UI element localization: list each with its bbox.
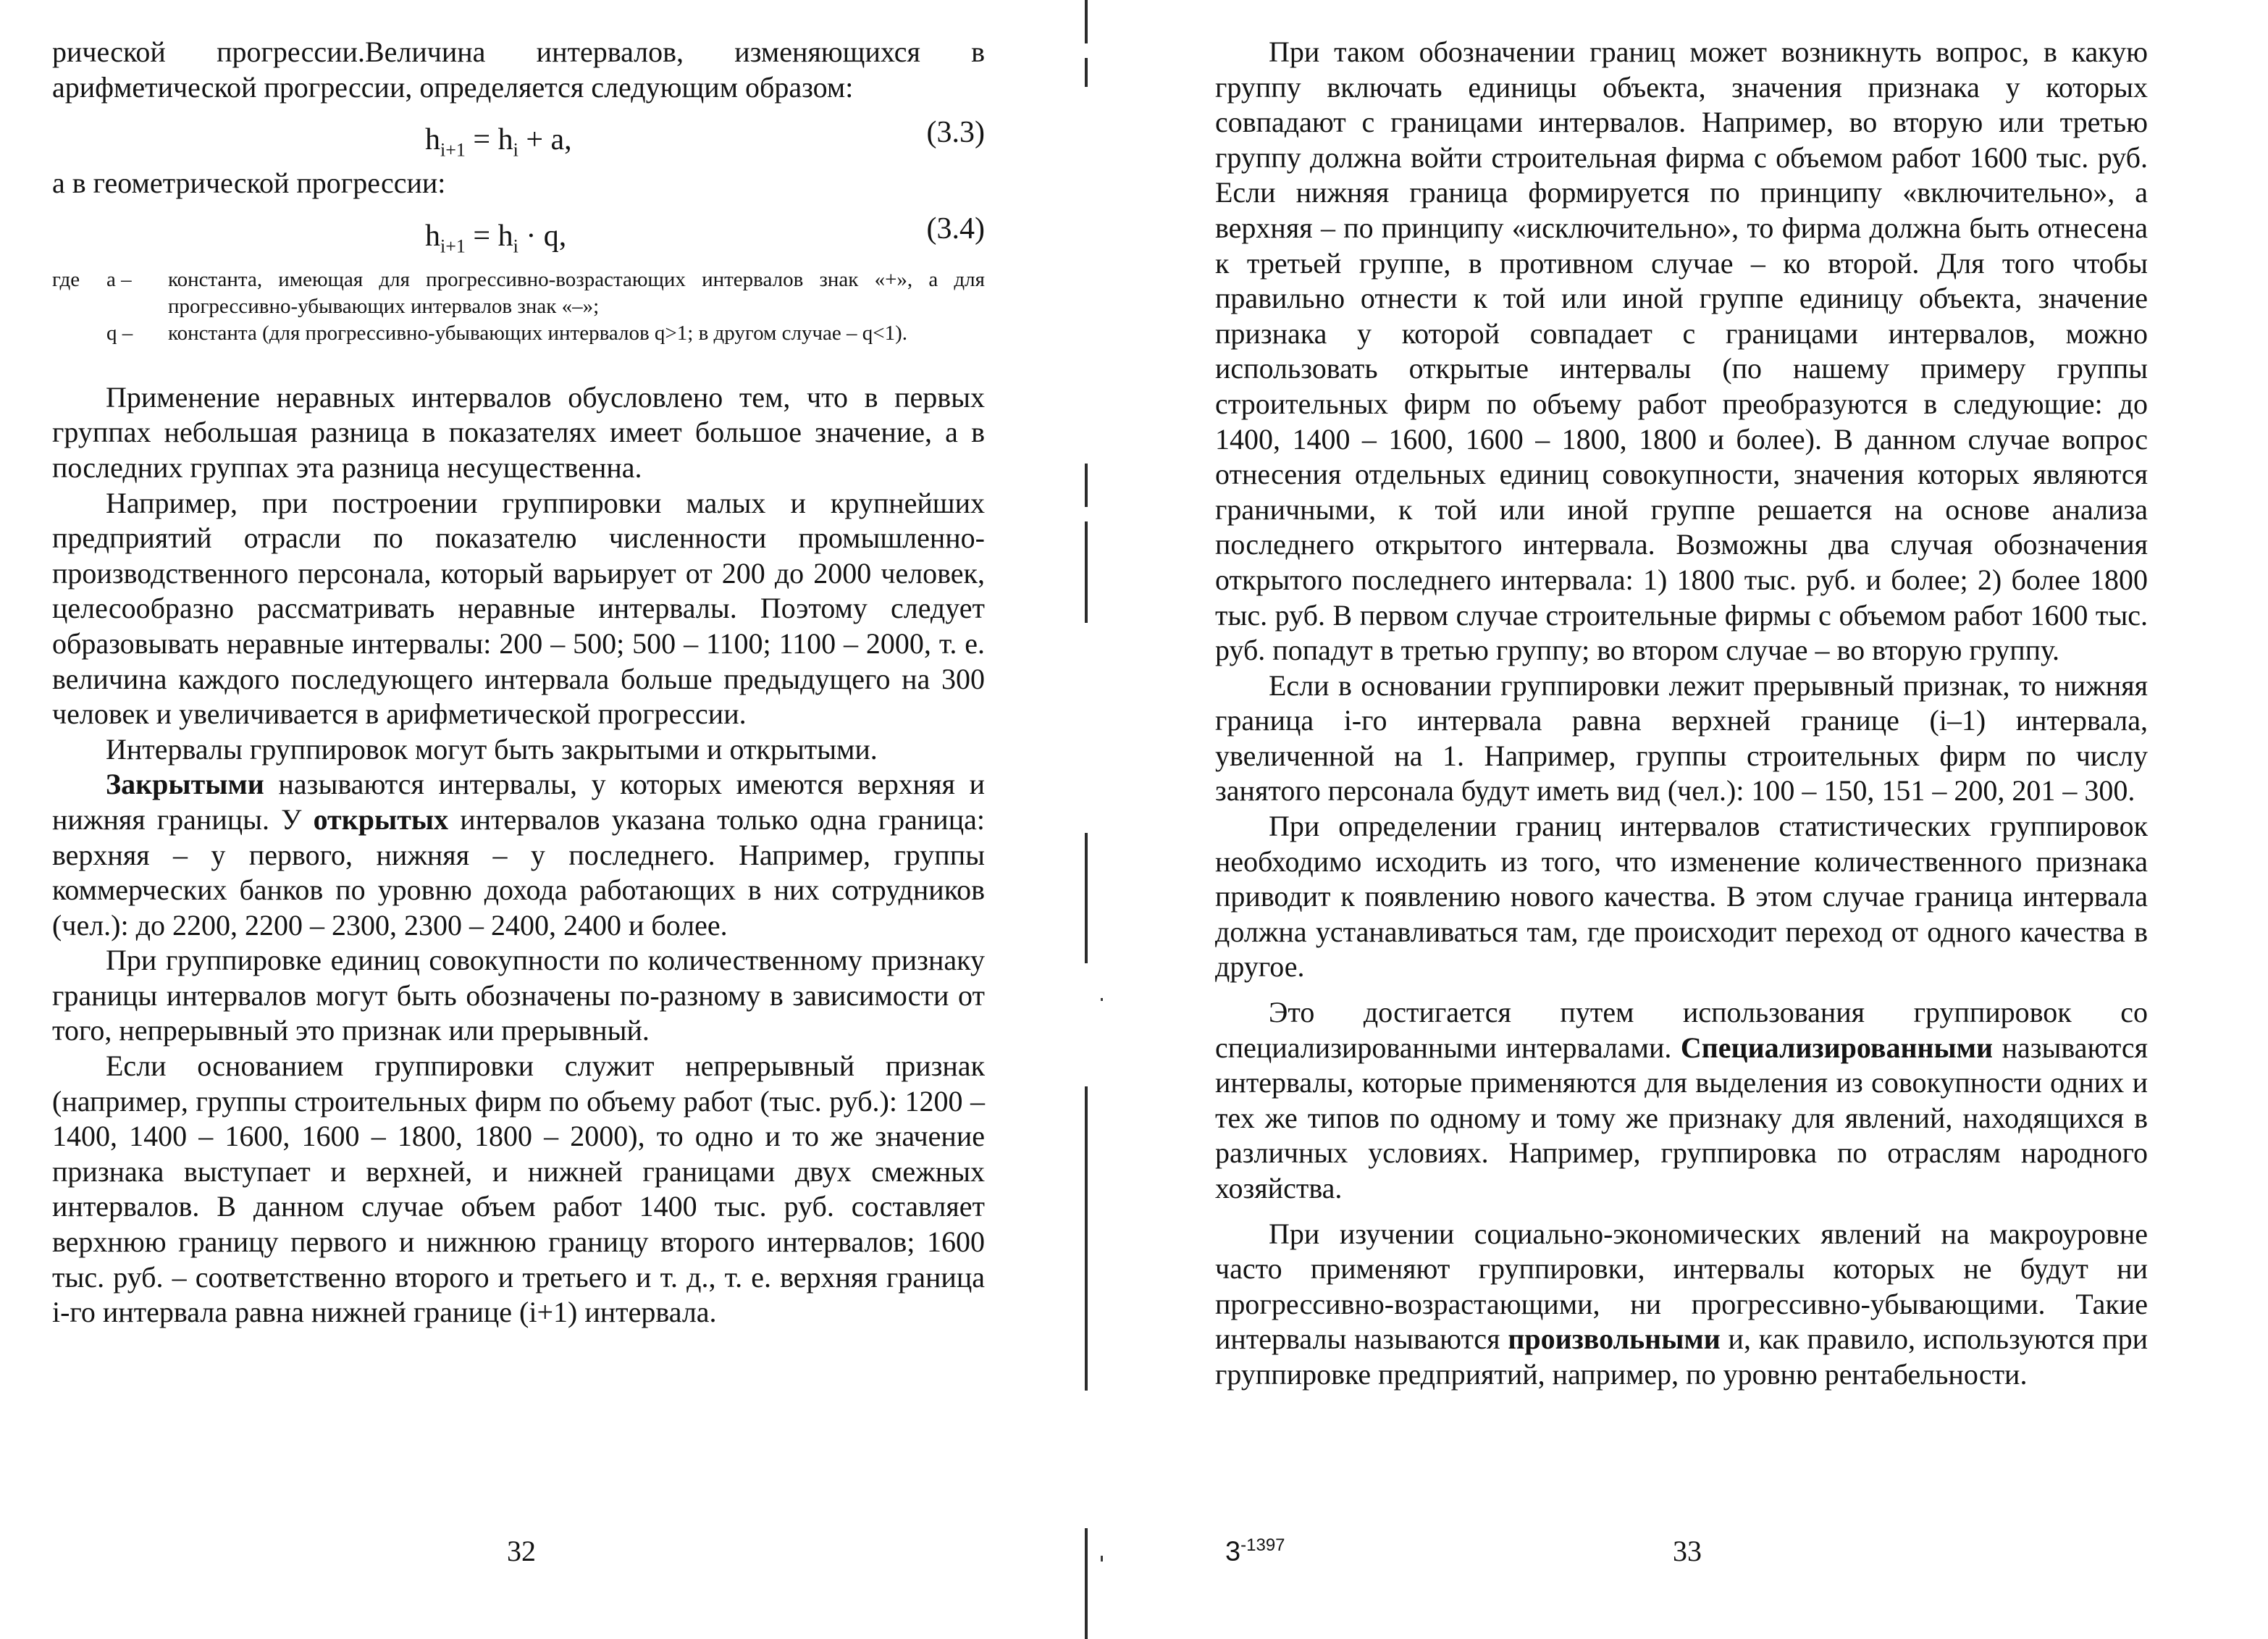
scan-speck <box>1101 998 1103 1001</box>
formula-rhs: = h <box>465 219 513 253</box>
formula-lhs-sub: i+1 <box>440 139 466 161</box>
right-text-column <box>1215 35 2148 1393</box>
left-paragraph-6-text-a: называются интервалы, у которых имеются верхняя и нижняя границы. У <box>52 768 985 836</box>
right-paragraph-5-text-b: и, как правило, используются при группировке предприятий, например, по уровню рентабельности. <box>1215 1322 2149 1391</box>
right-paragraph-5 <box>1215 1217 2148 1393</box>
book-fold-line <box>1085 521 1088 623</box>
note-where: где <box>52 267 80 291</box>
left-paragraph-2: а в геометрической прогрессии: <box>52 167 446 200</box>
left-text-column <box>52 35 985 1330</box>
page-number: 33 <box>1673 1535 1702 1567</box>
formula-3-3-expression <box>425 122 572 168</box>
right-paragraph-1: При таком обозначении границ может возникнуть вопрос, в какую группу включать единицы объекта, значения признака у которых совпадают с границами интервалов. Например, во вторую или третью группу должна войти строительная фирма с объемом работ 1600 тыс. руб. Если нижняя граница формируется по принципу «включительно», а верхняя – по принципу «исключительно», то фирма должна быть отнесена к третьей группе, в противном случае – ко второй. Для того чтобы правильно отнести к той или иной группе единицу объекта, значение признака у которой совпадает с границами интервалов, можно использовать открытые интервалы (по нашему примеру группы строительных фирм по объему работ преобразуются в следующие: до 1400, 1400 – 1600, 1600 – 1800, 1800 и более). В данном случае вопрос отнесения отдельных единиц совокупности, значения которых являются граничными, к той или иной группе решается на основе анализа последнего открытого интервала. Возможны два случая обозначения открытого последнего интервала: 1) 1800 тыс. руб. и более; 2) более 1800 тыс. руб. В первом случае строительные фирмы с объемом работ 1600 тыс. руб. попадут в третью группу; во втором случае – во вторую группу. <box>1215 35 2148 667</box>
note-a-letter: а – <box>106 267 132 291</box>
signature-code: -1397 <box>1240 1535 1285 1555</box>
book-fold-line <box>1085 1086 1088 1391</box>
book-fold-line <box>1085 464 1088 507</box>
note-a <box>52 267 985 320</box>
note-q-letter: q – <box>106 321 133 345</box>
note-q-text: константа (для прогрессивно-убывающих интервалов q>1; в другом случае – q<1). <box>168 321 908 345</box>
left-paragraph-4: Например, при построении группировки малых и крупнейших предприятий отрасли по показателю численности промышленно-производственного персонала, который варьирует от 200 до 2000 человек, целесообразно рассматривать неравные интервалы. Поэтому следует образовывать неравные интервалы: 200 – 500; 500 – 1100; 1100 – 2000, т. е. величина каждого последующего интервала больше предыдущего на 300 человек и увеличивается в арифметической прогрессии. <box>52 486 985 731</box>
signature-number: 3 <box>1225 1536 1241 1567</box>
book-fold-line <box>1085 0 1088 43</box>
term-specialized: Специализированными <box>1680 1031 1994 1064</box>
left-paragraph-6-text-b: интервалов указана только одна граница: верхняя – у первого, нижняя – у последнего. Например, группы коммерческих банков по уровню дохода работающих в них сотрудников (чел.): до 2200, 2200 – 2300, 2300 – 2400, 2400 и более. <box>52 802 985 942</box>
formula-lhs: h <box>425 219 440 253</box>
term-closed: Закрытыми <box>106 768 264 801</box>
right-paragraph-4 <box>1215 995 2148 1207</box>
left-paragraph-3: Применение неравных интервалов обусловлено тем, что в первых группах небольшая разница в показателях имеет большое значение, а в последних группах эта разница несущественна. <box>52 380 985 484</box>
right-paragraph-4-text-a: Это достигается путем использования группировок со специализированными интервалами. <box>1215 996 2148 1064</box>
right-paragraph-4-text-b: называются интервалы, которые применяются для выделения из совокупности одних и тех же типов по одному и тому же признаку для явлений, находящихся в различных условиях. Например, группировка по отраслям народного хозяйства. <box>1215 1031 2148 1204</box>
formula-lhs-sub: i+1 <box>440 235 466 257</box>
page-number: 32 <box>507 1535 536 1567</box>
right-page <box>1115 0 2268 1639</box>
formula-3-4-expression <box>425 219 566 264</box>
right-paragraph-5-text-a: При изучении социально-экономических явлений на макроуровне часто применяют группировки, интервалы которых не будут ни прогрессивно-возрастающими, ни прогрессивно-убывающими. Такие интервалы называются <box>1215 1217 2148 1356</box>
left-paragraph-7: При группировке единиц совокупности по количественному признаку границы интервалов могут быть обозначены по-разному в зависимости от того, непрерывный это признак или прерывный. <box>52 944 985 1047</box>
formula-rhs: = h <box>465 123 513 157</box>
term-arbitrary: произвольными <box>1508 1322 1721 1356</box>
formula-3-3 <box>52 105 985 166</box>
left-paragraph-1: рической прогрессии.Величина интервалов, изменяющихся в арифметической прогрессии, определяется следующим образом: <box>52 35 985 104</box>
note-q <box>52 320 985 347</box>
formula-rhs-tail: + a, <box>518 123 572 157</box>
formula-3-3-number: (3.3) <box>926 116 985 150</box>
formula-notes <box>52 267 985 347</box>
left-paragraph-6 <box>52 767 985 943</box>
book-fold-line <box>1085 58 1088 87</box>
printer-signature-mark <box>1225 1535 1285 1568</box>
note-a-text: константа, имеющая для прогрессивно-возрастающих интервалов знак «+», а для прогрессивно-убывающих интервалов знак «–»; <box>168 267 985 318</box>
formula-3-4 <box>52 201 985 262</box>
scan-speck <box>1101 1556 1103 1562</box>
formula-rhs-sub: i <box>513 235 518 257</box>
book-fold-line <box>1085 833 1088 963</box>
left-page <box>0 0 1086 1639</box>
right-paragraph-2: Если в основании группировки лежит прерывный признак, то нижняя граница i-го интервала равна верхней границе (i–1) интервала, увеличенной на 1. Например, группы строительных фирм по числу занятого персонала будут иметь вид (чел.): 100 – 150, 151 – 200, 201 – 300. <box>1215 668 2148 808</box>
left-paragraph-8: Если основанием группировки служит непрерывный признак (например, группы строительных фирм по объему работ (тыс. руб.): 1200 – 1400, 1400 – 1600, 1600 – 1800, 1800 – 2000), то одно и то же значение признака выступает и верхней, и нижней границами двух смежных интервалов. В данном случае объем работ 1400 тыс. руб. составляет верхнюю границу первого и нижнюю границу второго интервалов; 1600 тыс. руб. – соответственно второго и третьего и т. д., т. е. верхняя граница i-го интервала равна нижней границе (i+1) интервала. <box>52 1049 985 1329</box>
book-fold-line <box>1085 1528 1088 1639</box>
right-paragraph-3: При определении границ интервалов статистических группировок необходимо исходить из того, что изменение количественного признака приводит к появлению нового качества. В этом случае граница интервала должна устанавливаться там, где происходит переход от одного качества в другое. <box>1215 810 2148 984</box>
term-open: открытых <box>313 802 449 836</box>
formula-3-4-number: (3.4) <box>926 211 985 246</box>
formula-rhs-tail: · q, <box>518 219 567 253</box>
formula-rhs-sub: i <box>513 139 518 161</box>
left-paragraph-5: Интервалы группировок могут быть закрытыми и открытыми. <box>106 732 878 766</box>
formula-lhs: h <box>425 123 440 157</box>
